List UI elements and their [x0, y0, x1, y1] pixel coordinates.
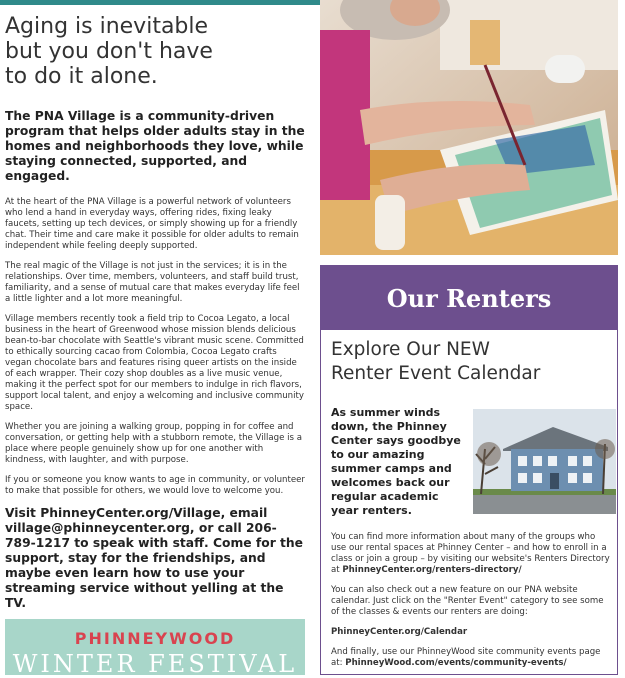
top-accent-bar — [0, 0, 320, 5]
article-paragraph-1: At the heart of the PNA Village is a powerful network of volunteers who lend a hand in everyday ways, offering rides, fixing leaky faucets, setting up tech devices, or simply showing up for a friendly chat. Their time and care make it possible for older adults to remain independent while feeling deeply supported. — [5, 197, 299, 251]
article-headline — [5, 14, 305, 89]
calendar-link[interactable]: PhinneyCenter.org/Calendar — [331, 627, 468, 637]
community-events-link[interactable]: PhinneyWood.com/events/community-events/ — [345, 658, 567, 668]
renters-directory-link[interactable]: PhinneyCenter.org/renters-directory/ — [342, 565, 522, 575]
headline-line-1: Aging is inevitable — [5, 14, 209, 39]
renters-paragraph-4 — [331, 647, 613, 669]
article-paragraph-5: If you or someone you know wants to age in community, or volunteer to make that possible for others, we would love to welcome you. — [5, 475, 305, 496]
painting-photo-illustration — [320, 0, 618, 255]
headline-line-2: but you don't have — [5, 39, 213, 64]
renters-header-title: Our Renters — [386, 283, 552, 313]
winter-festival-line-2: WINTER FESTIVAL — [12, 650, 298, 675]
article-lead: The PNA Village is a community-driven program that helps older adults stay in the homes and neighborhoods they love, while staying connected, supported, and engaged. — [5, 109, 305, 183]
renters-paragraph-1 — [331, 532, 613, 576]
renters-paragraph-2: You can also check out a new feature on our PNA website calendar. Just click on the "Renter Event" category to see some of the classes & events our renters are doing: — [331, 585, 604, 617]
renters-p4-text: And finally, use our PhinneyWood site community events page at: — [331, 647, 601, 668]
article-paragraph-4: Whether you are joining a walking group, popping in for coffee and conversation, or getting help with a stubborn remote, the Village is a place where people genuinely show up for one another with kindness, with laughter, and with purpose. — [5, 422, 302, 465]
renters-p1-text: You can find more information about many of the groups who use our rental spaces at Phinney Center – and how to enroll in a class or join a group – by visiting our website's Renters Directory at — [331, 532, 610, 575]
renters-title-line-1: Explore Our NEW — [331, 339, 490, 360]
article-paragraph-2: The real magic of the Village is not just in the services; it is in the relationships. Over time, members, volunteers, and staff build trust, familiarity, and a sense of mutual care that makes everyday life feel a little lighter and a lot more meaningful. — [5, 261, 300, 304]
article-paragraph-3: Village members recently took a field trip to Cocoa Legato, a local business in the heart of Greenwood whose mission blends delicious bean-to-bar chocolate with Seattle's vibrant music scene. Committed to ethically sourcing cacao from Colombia, Cocoa Legato crafts vegan chocolate bars and features rising queer artists on the inside of each wrapper. Their cozy shop doubles as a live music venue, making it the perfect spot for our members to indulge in rich flavors, support local talent, and enjoy a welcoming and inclusive community space. — [5, 314, 304, 412]
renters-calendar-title — [331, 338, 611, 386]
winter-festival-banner — [5, 619, 305, 675]
renters-lead: As summer winds down, the Phinney Center says goodbye to our amazing summer camps and welcomes back our regular academic year renters. — [331, 406, 461, 517]
renters-header — [321, 266, 617, 330]
phinney-center-building-illustration — [473, 409, 616, 514]
painting-photo — [320, 0, 618, 255]
article-call-to-action: Visit PhinneyCenter.org/Village, email village@phinneycenter.org, or call 206-789-1217 to speak with staff. Come for the support, stay for the friendships, and maybe even learn how to use your streaming service without yelling at the TV. — [5, 506, 304, 610]
renters-title-line-2: Renter Event Calendar — [331, 363, 541, 384]
village-article — [5, 14, 305, 611]
winter-festival-line-1: PHINNEYWOOD — [74, 629, 236, 648]
headline-line-3: to do it alone. — [5, 64, 158, 89]
renters-section — [320, 265, 618, 675]
phinney-center-photo — [473, 409, 616, 514]
renters-body — [331, 532, 613, 678]
